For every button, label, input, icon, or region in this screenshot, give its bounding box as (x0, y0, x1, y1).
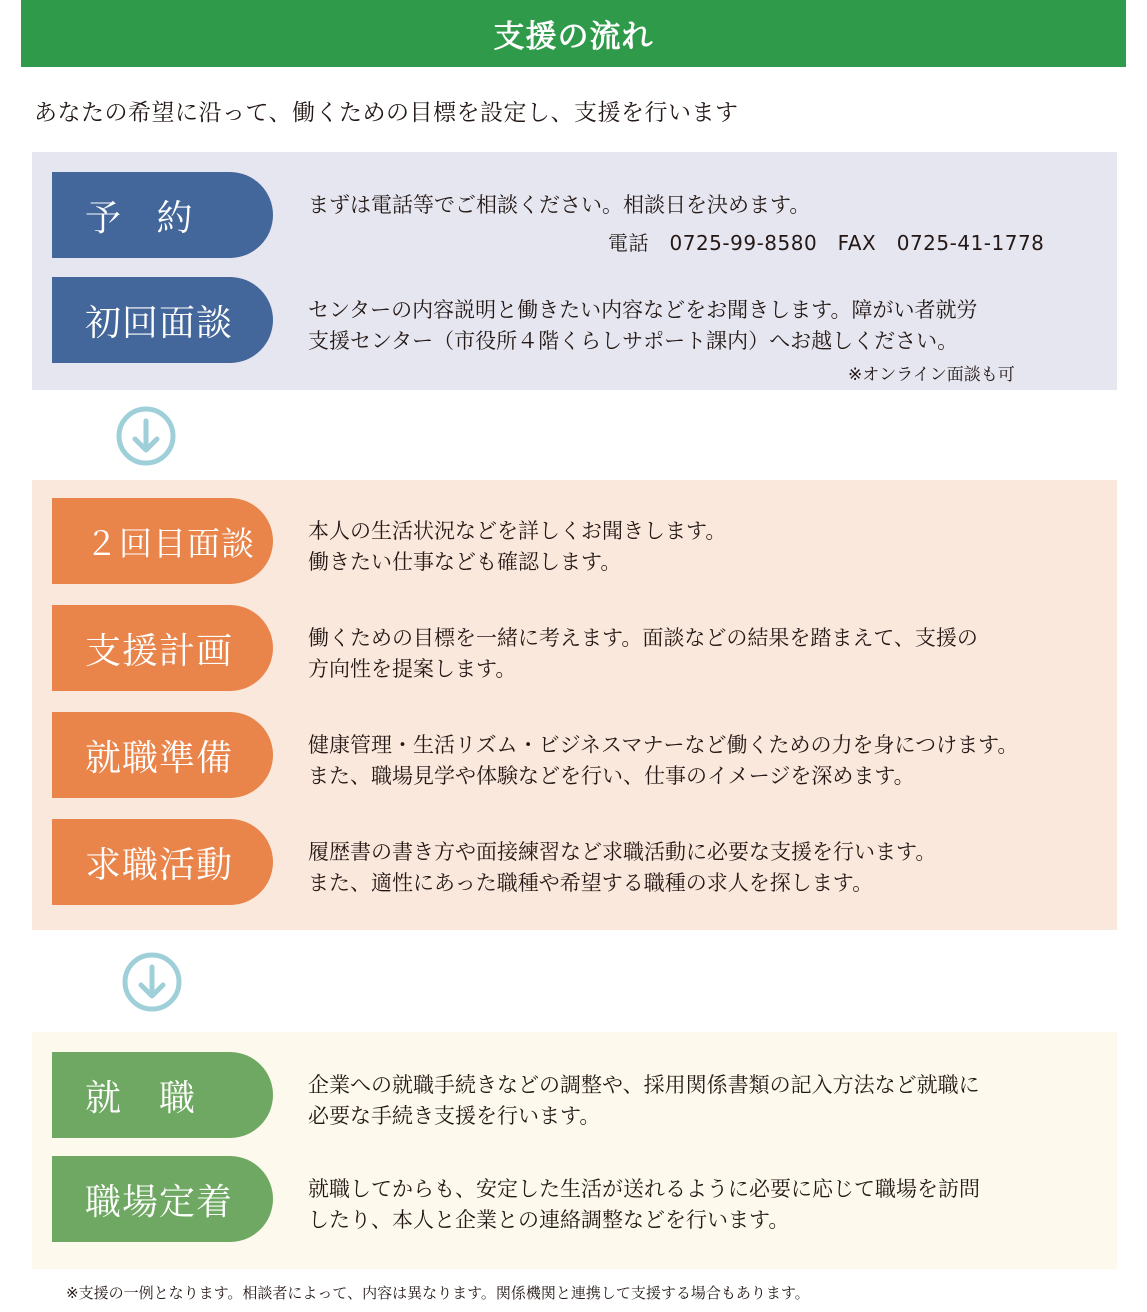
step-description (308, 1070, 1108, 1132)
desc-line: 方向性を提案します。 (308, 657, 517, 681)
desc-line: したり、本人と企業との連絡調整などを行います。 (308, 1208, 790, 1232)
step-label: 支援計画 (52, 605, 273, 691)
step-label: 予 約 (52, 172, 273, 258)
desc-line: また、職場見学や体験などを行い、仕事のイメージを深めます。 (308, 764, 915, 788)
step-description (308, 623, 1108, 685)
step-description (308, 295, 1108, 357)
arrow-down-circle-icon (115, 405, 177, 467)
desc-line: 必要な手続き支援を行います。 (308, 1104, 601, 1128)
step-description (308, 837, 1108, 899)
section-consultation (32, 152, 1117, 390)
desc-line: 働くための目標を一緒に考えます。面談などの結果を踏まえて、支援の (308, 626, 978, 650)
desc-line: 健康管理・生活リズム・ビジネスマナーなど働くための力を身につけます。 (308, 733, 1019, 757)
page-header (21, 0, 1126, 67)
online-note: ※オンライン面談も可 (848, 365, 1015, 385)
desc-line: 働きたい仕事なども確認します。 (308, 550, 622, 574)
desc-line: 本人の生活状況などを詳しくお聞きします。 (308, 519, 727, 543)
desc-line: また、適性にあった職種や希望する職種の求人を探します。 (308, 871, 874, 895)
desc-line: 支援センター（市役所４階くらしサポート課内）へお越しください。 (308, 329, 959, 353)
desc-line: センターの内容説明と働きたい内容などをお聞きします。障がい者就労 (308, 298, 978, 322)
desc-line: 履歴書の書き方や面接練習など求職活動に必要な支援を行います。 (308, 840, 937, 864)
arrow-down-circle-icon (121, 951, 183, 1013)
step-label: 就 職 (52, 1052, 273, 1138)
desc-line: 就職してからも、安定した生活が送れるように必要に応じて職場を訪問 (308, 1177, 980, 1201)
footer-note: ※支援の一例となります。相談者によって、内容は異なります。関係機関と連携して支援する場合もあります。 (66, 1284, 810, 1302)
contact-phone-fax: 電話 0725-99-8580 FAX 0725-41-1778 (608, 231, 1045, 255)
step-description (308, 730, 1108, 792)
page-title: 支援の流れ (493, 19, 654, 55)
step-label: 求職活動 (52, 819, 273, 905)
step-description (308, 516, 1108, 578)
step-description (308, 190, 1108, 221)
section-employment (32, 1032, 1117, 1269)
step-description (308, 1174, 1108, 1236)
desc-line: 企業への就職手続きなどの調整や、採用関係書類の記入方法など就職に (308, 1073, 980, 1097)
step-label: ２回目面談 (52, 498, 273, 584)
desc-line: まずは電話等でご相談ください。相談日を決めます。 (308, 193, 811, 217)
section-preparation (32, 480, 1117, 930)
step-label: 職場定着 (52, 1156, 273, 1242)
step-label: 就職準備 (52, 712, 273, 798)
intro-text: あなたの希望に沿って、働くための目標を設定し、支援を行います (34, 100, 739, 126)
step-label: 初回面談 (52, 277, 273, 363)
